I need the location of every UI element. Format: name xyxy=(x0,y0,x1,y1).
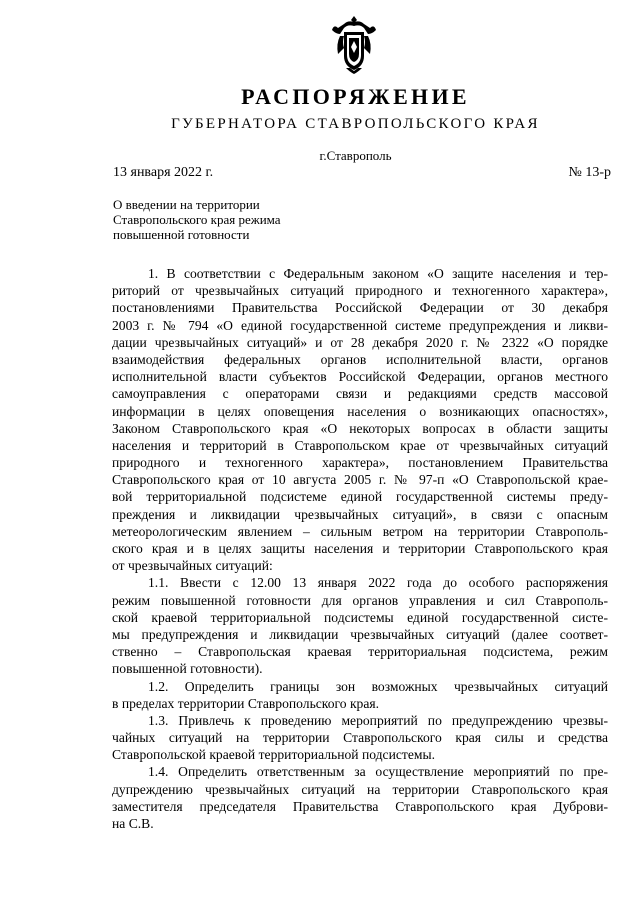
body-line: заместителя председателя Правительства Ставропольского края Дуброви- xyxy=(112,798,608,814)
body-line: самоуправления с операторами связи и редакциями средств массовой xyxy=(112,386,608,402)
document-number: № 13-р xyxy=(568,165,611,180)
city: г.Ставрополь xyxy=(319,148,392,163)
coat-of-arms-emblem xyxy=(330,14,378,76)
body-line: вой территориальной подсистеме единой государственной системы преду- xyxy=(112,489,608,505)
body-line: 1.3. Привлечь к проведению мероприятий по предупреждению чрезвы- xyxy=(148,712,608,728)
body-line: взаимодействия федеральных органов исполнительной власти, органов xyxy=(112,351,608,367)
body-line: преждения и ликвидации чрезвычайных ситуаций», в связи с опасным xyxy=(112,506,608,522)
body-line: 2003 г. № 794 «О единой государственной системе предупреждения и ликви- xyxy=(112,317,608,333)
body-line: ского края и в целях защиты населения и территории Ставропольского края xyxy=(112,541,608,556)
document-title: РАСПОРЯЖЕНИЕ xyxy=(241,84,470,109)
body-line: Ставропольской краевой территориальной подсистемы. xyxy=(112,747,435,763)
body-line: метеорологическим явлением – сильным ветром на территории Ставрополь- xyxy=(112,523,608,539)
subject-line: Ставропольского края режима xyxy=(113,212,281,227)
body-line: 1.2. Определить границы зон возможных чрезвычайных ситуаций xyxy=(148,678,608,694)
body-line: Законом Ставропольского края «О некоторых вопросах в области защиты xyxy=(112,420,608,436)
body-line: повышенной готовности). xyxy=(112,661,263,677)
body-line: ственно – Ставропольская краевая территориальная подсистема, режим xyxy=(112,644,608,660)
document-date: 13 января 2022 г. xyxy=(113,165,214,180)
body-line: режим повышенной готовности для органов управления и сил Ставрополь- xyxy=(112,592,608,608)
body-line: дации чрезвычайных ситуаций» и от 28 декабря 2020 г. № 2322 «О порядке xyxy=(112,334,608,350)
body-line: постановлениями Правительства Российской Федерации от 30 декабря xyxy=(112,300,608,316)
body-line: в пределах территории Ставропольского края. xyxy=(112,695,380,711)
body-line: исполнительной власти субъектов Российской Федерации, органов местного xyxy=(112,369,608,385)
body-line: на С.В. xyxy=(112,816,154,831)
body-line: информации в целях оповещения населения о возникающих опасностях», xyxy=(112,403,608,419)
body-line: мы предупреждения и ликвидации чрезвычайных ситуаций (далее соответ- xyxy=(112,626,608,642)
body-line: 1.4. Определить ответственным за осуществление мероприятий по пре- xyxy=(148,764,608,780)
eagle-crest-icon xyxy=(330,14,378,76)
body-line: Ставропольского края от 10 августа 2005 г. № 97-п «О Ставропольской крае- xyxy=(112,472,608,488)
document-body xyxy=(112,265,608,832)
body-line: ской краевой территориальной подсистемы единой государственной систе- xyxy=(112,609,608,625)
body-line: природного и техногенного характера», постановлением Правительства xyxy=(112,455,608,471)
body-line: населения и территорий в Ставропольском крае от чрезвычайных ситуаций xyxy=(112,437,608,453)
body-line: 1. В соответствии с Федеральным законом «О защите населения и тер- xyxy=(148,266,608,281)
body-line: чайных ситуаций на территории Ставропольского края силы и средства xyxy=(112,730,608,746)
body-line: дупреждению чрезвычайных ситуаций на территории Ставропольского края xyxy=(112,781,608,797)
issuer-line: ГУБЕРНАТОРА СТАВРОПОЛЬСКОГО КРАЯ xyxy=(171,116,540,132)
body-line: 1.1. Ввести с 12.00 13 января 2022 года до особого распоряжения xyxy=(148,575,608,591)
subject-line: О введении на территории xyxy=(113,197,260,212)
document-subject xyxy=(113,197,373,242)
subject-line: повышенной готовности xyxy=(113,227,250,242)
body-line: риторий от чрезвычайных ситуаций природного и техногенного характера», xyxy=(112,283,608,299)
body-line: от чрезвычайных ситуаций: xyxy=(112,558,273,574)
